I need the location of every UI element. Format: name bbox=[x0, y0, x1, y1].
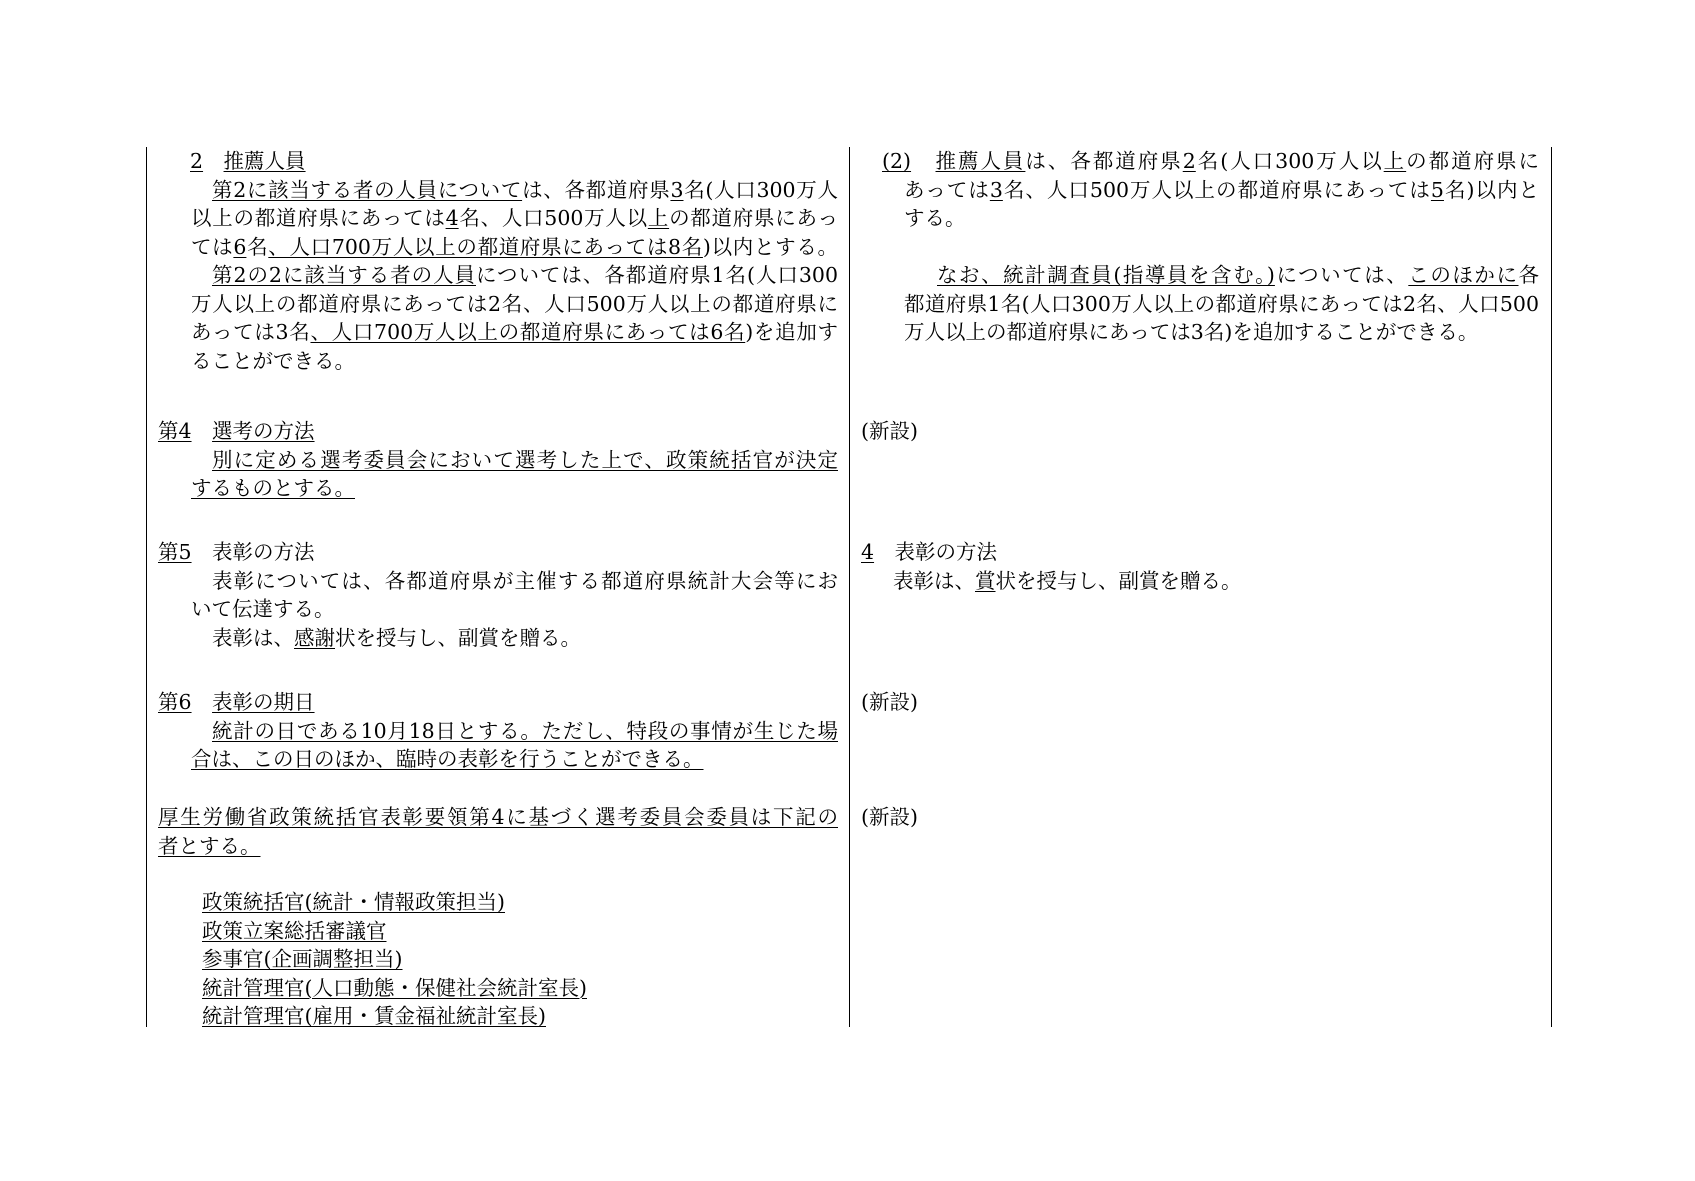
text: は、各都道府県 bbox=[522, 177, 671, 202]
text: 状を授与し、副賞を贈る。 bbox=[995, 568, 1242, 593]
paragraph-line bbox=[158, 803, 838, 832]
underlined-text: 統計管理官(雇用・賃金福祉統計室長) bbox=[202, 1004, 546, 1028]
text: いて伝達する。 bbox=[191, 597, 335, 621]
text: )以内とする。 bbox=[702, 234, 839, 259]
underlined-text: 感謝 bbox=[294, 625, 335, 650]
underlined-text: 別に定める選考委員会において選考した上で、政策統括官が決定 bbox=[212, 447, 838, 472]
paragraph-line bbox=[158, 290, 838, 319]
section-heading bbox=[158, 417, 838, 446]
text: ることができる。 bbox=[191, 348, 355, 373]
text: ては bbox=[191, 234, 234, 259]
section-heading bbox=[158, 688, 838, 717]
paragraph-line bbox=[861, 204, 1539, 233]
text: 表彰は、 bbox=[893, 568, 975, 593]
item-title: 表彰の方法 bbox=[894, 540, 998, 564]
new-provision-marker: (新設) bbox=[861, 419, 918, 443]
new-provision-marker: (新設) bbox=[861, 690, 918, 714]
heading-number: 第4 bbox=[158, 419, 192, 443]
heading-number: 第6 bbox=[158, 690, 192, 714]
committee-member bbox=[158, 917, 838, 946]
text: 以上の都道府県にあっては bbox=[191, 206, 446, 230]
spacer bbox=[874, 540, 895, 564]
underlined-text: 合は、この日のほか、臨時の表彰を行うことができる。 bbox=[191, 747, 704, 771]
paragraph-line bbox=[158, 474, 838, 503]
underlined-text: 上 bbox=[1383, 149, 1407, 173]
heading-title: 推薦人員 bbox=[223, 149, 306, 173]
underlined-number: 5 bbox=[1430, 177, 1444, 202]
paragraph-line bbox=[861, 261, 1539, 290]
section-heading bbox=[158, 147, 838, 176]
new-provision-marker: (新設) bbox=[861, 805, 918, 829]
paragraph-line bbox=[158, 204, 838, 233]
underlined-number: 3 bbox=[670, 177, 684, 202]
committee-member bbox=[158, 945, 838, 974]
underlined-text: 上 bbox=[647, 206, 670, 230]
committee-member bbox=[158, 1002, 838, 1031]
item-4-award-method bbox=[861, 538, 1539, 595]
item-title: 推薦人員 bbox=[935, 149, 1026, 173]
heading-number: 第5 bbox=[158, 540, 192, 564]
text: あっては3名 bbox=[191, 320, 311, 344]
text: 名)以内と bbox=[1443, 177, 1539, 202]
text: は、各都道府県 bbox=[1025, 149, 1183, 173]
paragraph-line bbox=[158, 624, 838, 653]
text: 都道府県1名(人口300万人以上の都道府県にあっては2名、人口500 bbox=[904, 291, 1539, 316]
underlined-text: なお、統計調査員(指導員を含む。) bbox=[937, 263, 1275, 287]
paragraph-line bbox=[158, 176, 838, 205]
heading-title: 表彰の方法 bbox=[212, 540, 315, 564]
text: 万人以上の都道府県にあっては3名)を追加することができる。 bbox=[904, 320, 1479, 344]
text: の都道府県にあっ bbox=[669, 206, 838, 230]
paragraph-line bbox=[861, 290, 1539, 319]
item-number: (2) bbox=[882, 149, 912, 173]
text: 表彰については、各都道府県が主催する都道府県統計大会等にお bbox=[212, 568, 838, 593]
underlined-number: 4 bbox=[445, 206, 459, 230]
underlined-text: 政策立案総括審議官 bbox=[202, 918, 387, 943]
paragraph-line bbox=[158, 347, 838, 376]
committee-member bbox=[158, 888, 838, 917]
selection-committee bbox=[158, 803, 838, 1031]
text: 名、人口500万人以 bbox=[458, 206, 648, 230]
underlined-text: 、人口700万人以上の都道府県にあっては6名 bbox=[310, 320, 746, 344]
paragraph-line bbox=[158, 567, 838, 596]
underlined-text: 厚生労働省政策統括官表彰要領第4に基づく選考委員会委員は下記の bbox=[158, 805, 838, 829]
text: 名(人口300万人以 bbox=[1195, 149, 1384, 173]
underlined-text: 、人口700万人以上の都道府県にあっては8名 bbox=[268, 234, 703, 259]
section-5-award-method bbox=[158, 538, 838, 652]
text: については、 bbox=[1274, 263, 1409, 287]
section-6-award-date bbox=[158, 688, 838, 774]
paragraph-line bbox=[158, 261, 838, 290]
paragraph-line bbox=[861, 567, 1539, 596]
text: あっては bbox=[904, 177, 990, 202]
underlined-text: 第2に該当する者の人員について bbox=[212, 177, 523, 202]
paragraph-line bbox=[158, 745, 838, 774]
committee-member bbox=[158, 974, 838, 1003]
heading-title: 表彰の期日 bbox=[212, 690, 315, 714]
paragraph-line bbox=[158, 595, 838, 624]
text: 名(人口300万人 bbox=[683, 177, 838, 202]
center-divider-line bbox=[849, 147, 850, 1027]
underlined-text: 者とする。 bbox=[158, 833, 261, 858]
paragraph-line bbox=[861, 318, 1539, 347]
spacer bbox=[192, 540, 213, 564]
right-border-line bbox=[1551, 147, 1552, 1027]
left-border-line bbox=[146, 147, 147, 1027]
text: 各 bbox=[1518, 263, 1540, 287]
paragraph-line bbox=[158, 233, 838, 262]
text: 名、人口500万人以上の都道府県にあっては bbox=[1002, 177, 1431, 202]
text: 万人以上の都道府県にあっては2名、人口500万人以上の都道府県に bbox=[191, 291, 838, 316]
underlined-text: するものとする。 bbox=[191, 476, 355, 500]
underlined-text: 統計管理官(人口動態・保健社会統計室長) bbox=[202, 975, 587, 1000]
text: する。 bbox=[904, 206, 966, 230]
paragraph-line bbox=[861, 176, 1539, 205]
paragraph-line bbox=[158, 832, 838, 861]
spacer bbox=[911, 149, 935, 173]
underlined-text: 参事官(企画調整担当) bbox=[202, 947, 403, 971]
underlined-text: このほかに bbox=[1408, 263, 1519, 287]
item-number: 4 bbox=[861, 540, 875, 564]
text: 状を授与し、副賞を贈る。 bbox=[335, 625, 581, 650]
section-4-selection-method bbox=[158, 417, 838, 503]
underlined-text: 第2の2に該当する者の人員 bbox=[212, 263, 476, 287]
paragraph-line bbox=[158, 318, 838, 347]
text: 名 bbox=[246, 234, 269, 259]
item-2-recommended-personnel bbox=[861, 147, 1539, 233]
section-heading bbox=[158, 538, 838, 567]
text: )を追加す bbox=[745, 320, 839, 344]
paragraph-line bbox=[158, 717, 838, 746]
underlined-number: 3 bbox=[989, 177, 1003, 202]
underlined-text: 統計の日である10月18日とする。ただし、特段の事情が生じた場 bbox=[212, 718, 838, 743]
heading-title: 選考の方法 bbox=[212, 419, 315, 443]
underlined-text: 賞 bbox=[975, 568, 996, 593]
section-heading bbox=[861, 538, 1539, 567]
underlined-number: 6 bbox=[233, 234, 247, 259]
underlined-number: 2 bbox=[1182, 149, 1196, 173]
text: の都道府県に bbox=[1406, 149, 1540, 173]
section-2-recommended-personnel bbox=[158, 147, 838, 375]
paragraph-line bbox=[158, 446, 838, 475]
heading-number: 2 bbox=[190, 149, 204, 173]
paragraph-line bbox=[861, 147, 1539, 176]
underlined-text: 政策統括官(統計・情報政策担当) bbox=[202, 890, 505, 914]
supplementary-note bbox=[861, 261, 1539, 347]
text: については、各都道府県1名(人口300 bbox=[475, 263, 838, 287]
text: 表彰は、 bbox=[212, 625, 294, 650]
